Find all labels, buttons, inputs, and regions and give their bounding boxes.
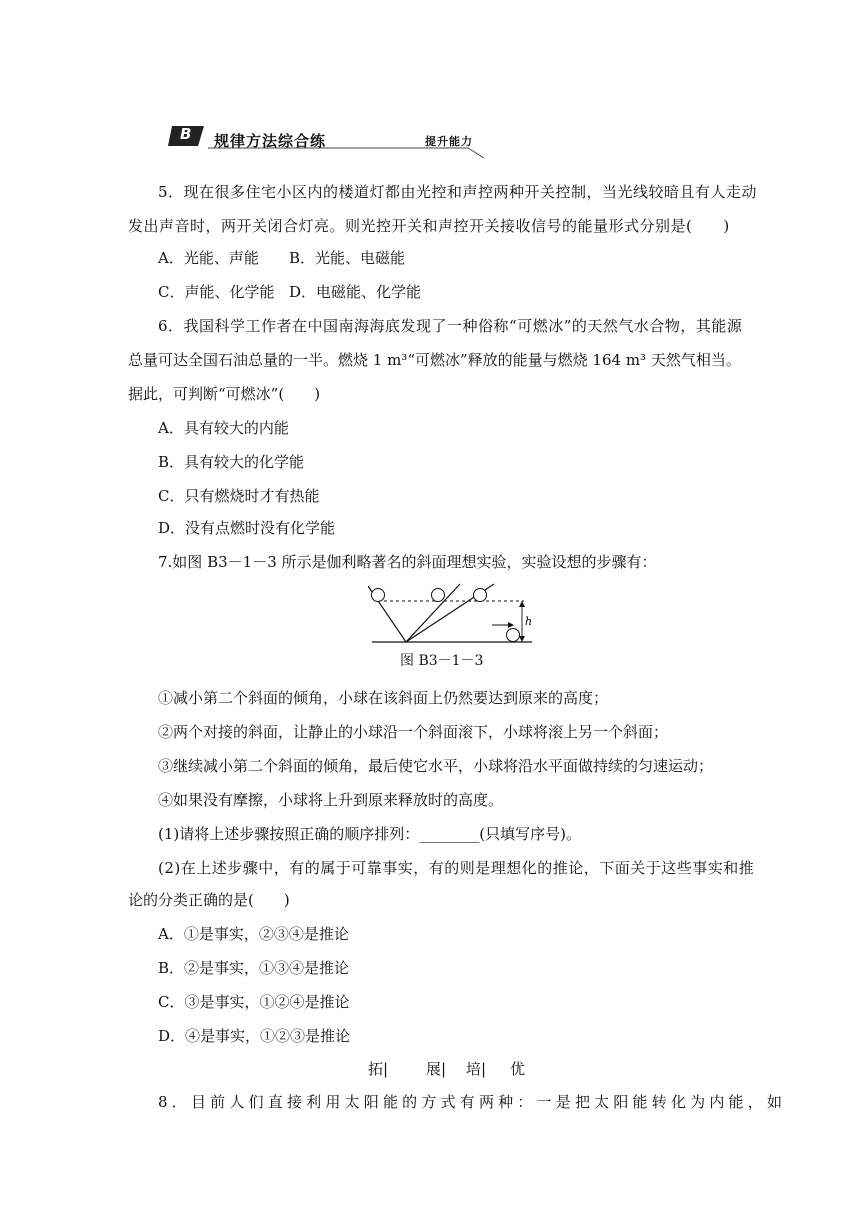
q6-option-b: B．具有较大的化学能: [158, 453, 305, 471]
q6-line-2: 总量可达全国石油总量的一半。燃烧 1 m³“可燃冰”释放的能量与燃烧 164 m³ 天然气相当。: [128, 351, 741, 369]
q7-sub-question-2-line-2: 论的分类正确的是( ): [128, 891, 290, 909]
incline-experiment-figure: [368, 580, 536, 646]
q7-option-b: B．②是事实，①③④是推论: [158, 959, 350, 977]
q7-intro: 7.如图 B3－1－3 所示是伽利略著名的斜面理想实验，实验设想的步骤有：: [158, 553, 657, 571]
q5-line-1: 5．现在很多住宅小区内的楼道灯都由光控和声控两种开关控制，当光线较暗且有人走动: [158, 183, 758, 201]
q7-option-d: D．④是事实，①②③是推论: [158, 1027, 351, 1045]
q7-step-3: ③继续减小第二个斜面的倾角，最后使它水平，小球将沿水平面做持续的匀速运动；: [158, 757, 714, 775]
q7-step-1: ①减小第二个斜面的倾角，小球在该斜面上仍然要达到原来的高度；: [158, 689, 609, 707]
figure-caption: 图 B3－1－3: [400, 653, 484, 669]
q5-option-c: C．声能、化学能: [158, 283, 275, 301]
q7-option-c: C．③是事实，①②④是推论: [158, 993, 350, 1011]
q5-option-a: A．光能、声能: [158, 249, 259, 267]
extension-heading-char-2: 展|: [426, 1060, 447, 1078]
extension-heading-char-4: 优: [510, 1060, 526, 1078]
section-title: 规律方法综合练: [214, 132, 327, 150]
extension-heading-char-1: 拓|: [368, 1060, 389, 1078]
q7-sub-question-2-line-1: (2)在上述步骤中，有的属于可靠事实，有的则是理想化的推论，下面关于这些事实和推: [158, 859, 755, 877]
q6-option-a: A．具有较大的内能: [158, 419, 289, 437]
q7-option-a: A．①是事实，②③④是推论: [158, 925, 349, 943]
q6-line-3: 据此，可判断“可燃冰”( ): [128, 385, 321, 403]
q6-option-c: C．只有燃烧时才有热能: [158, 487, 320, 505]
q7-sub-question-1: (1)请将上述步骤按照正确的顺序排列：________(只填写序号)。: [158, 825, 581, 843]
q5-option-b: B．光能、电磁能: [289, 249, 406, 267]
q8-line-1: 8．目前人们直接利用太阳能的方式有两种：一是把太阳能转化为内能，如: [158, 1093, 787, 1111]
figure-label-h: h: [525, 615, 533, 628]
section-badge: B: [180, 125, 192, 143]
q6-option-d: D．没有点燃时没有化学能: [158, 519, 336, 537]
section-subtitle: 提升能力: [425, 135, 473, 148]
q7-step-4: ④如果没有摩擦，小球将上升到原来释放时的高度。: [158, 791, 504, 809]
q6-line-1: 6．我国科学工作者在中国南海海底发现了一种俗称“可燃冰”的天然气水合物，其能源: [158, 317, 743, 335]
q5-option-d: D．电磁能、化学能: [289, 283, 422, 301]
q7-step-2: ②两个对接的斜面，让静止的小球沿一个斜面滚下，小球将滚上另一个斜面；: [158, 723, 669, 741]
q5-line-2: 发出声音时，两开关闭合灯亮。则光控开关和声控开关接收信号的能量形式分别是( ): [128, 217, 730, 235]
extension-heading-char-3: 培|: [466, 1060, 487, 1078]
